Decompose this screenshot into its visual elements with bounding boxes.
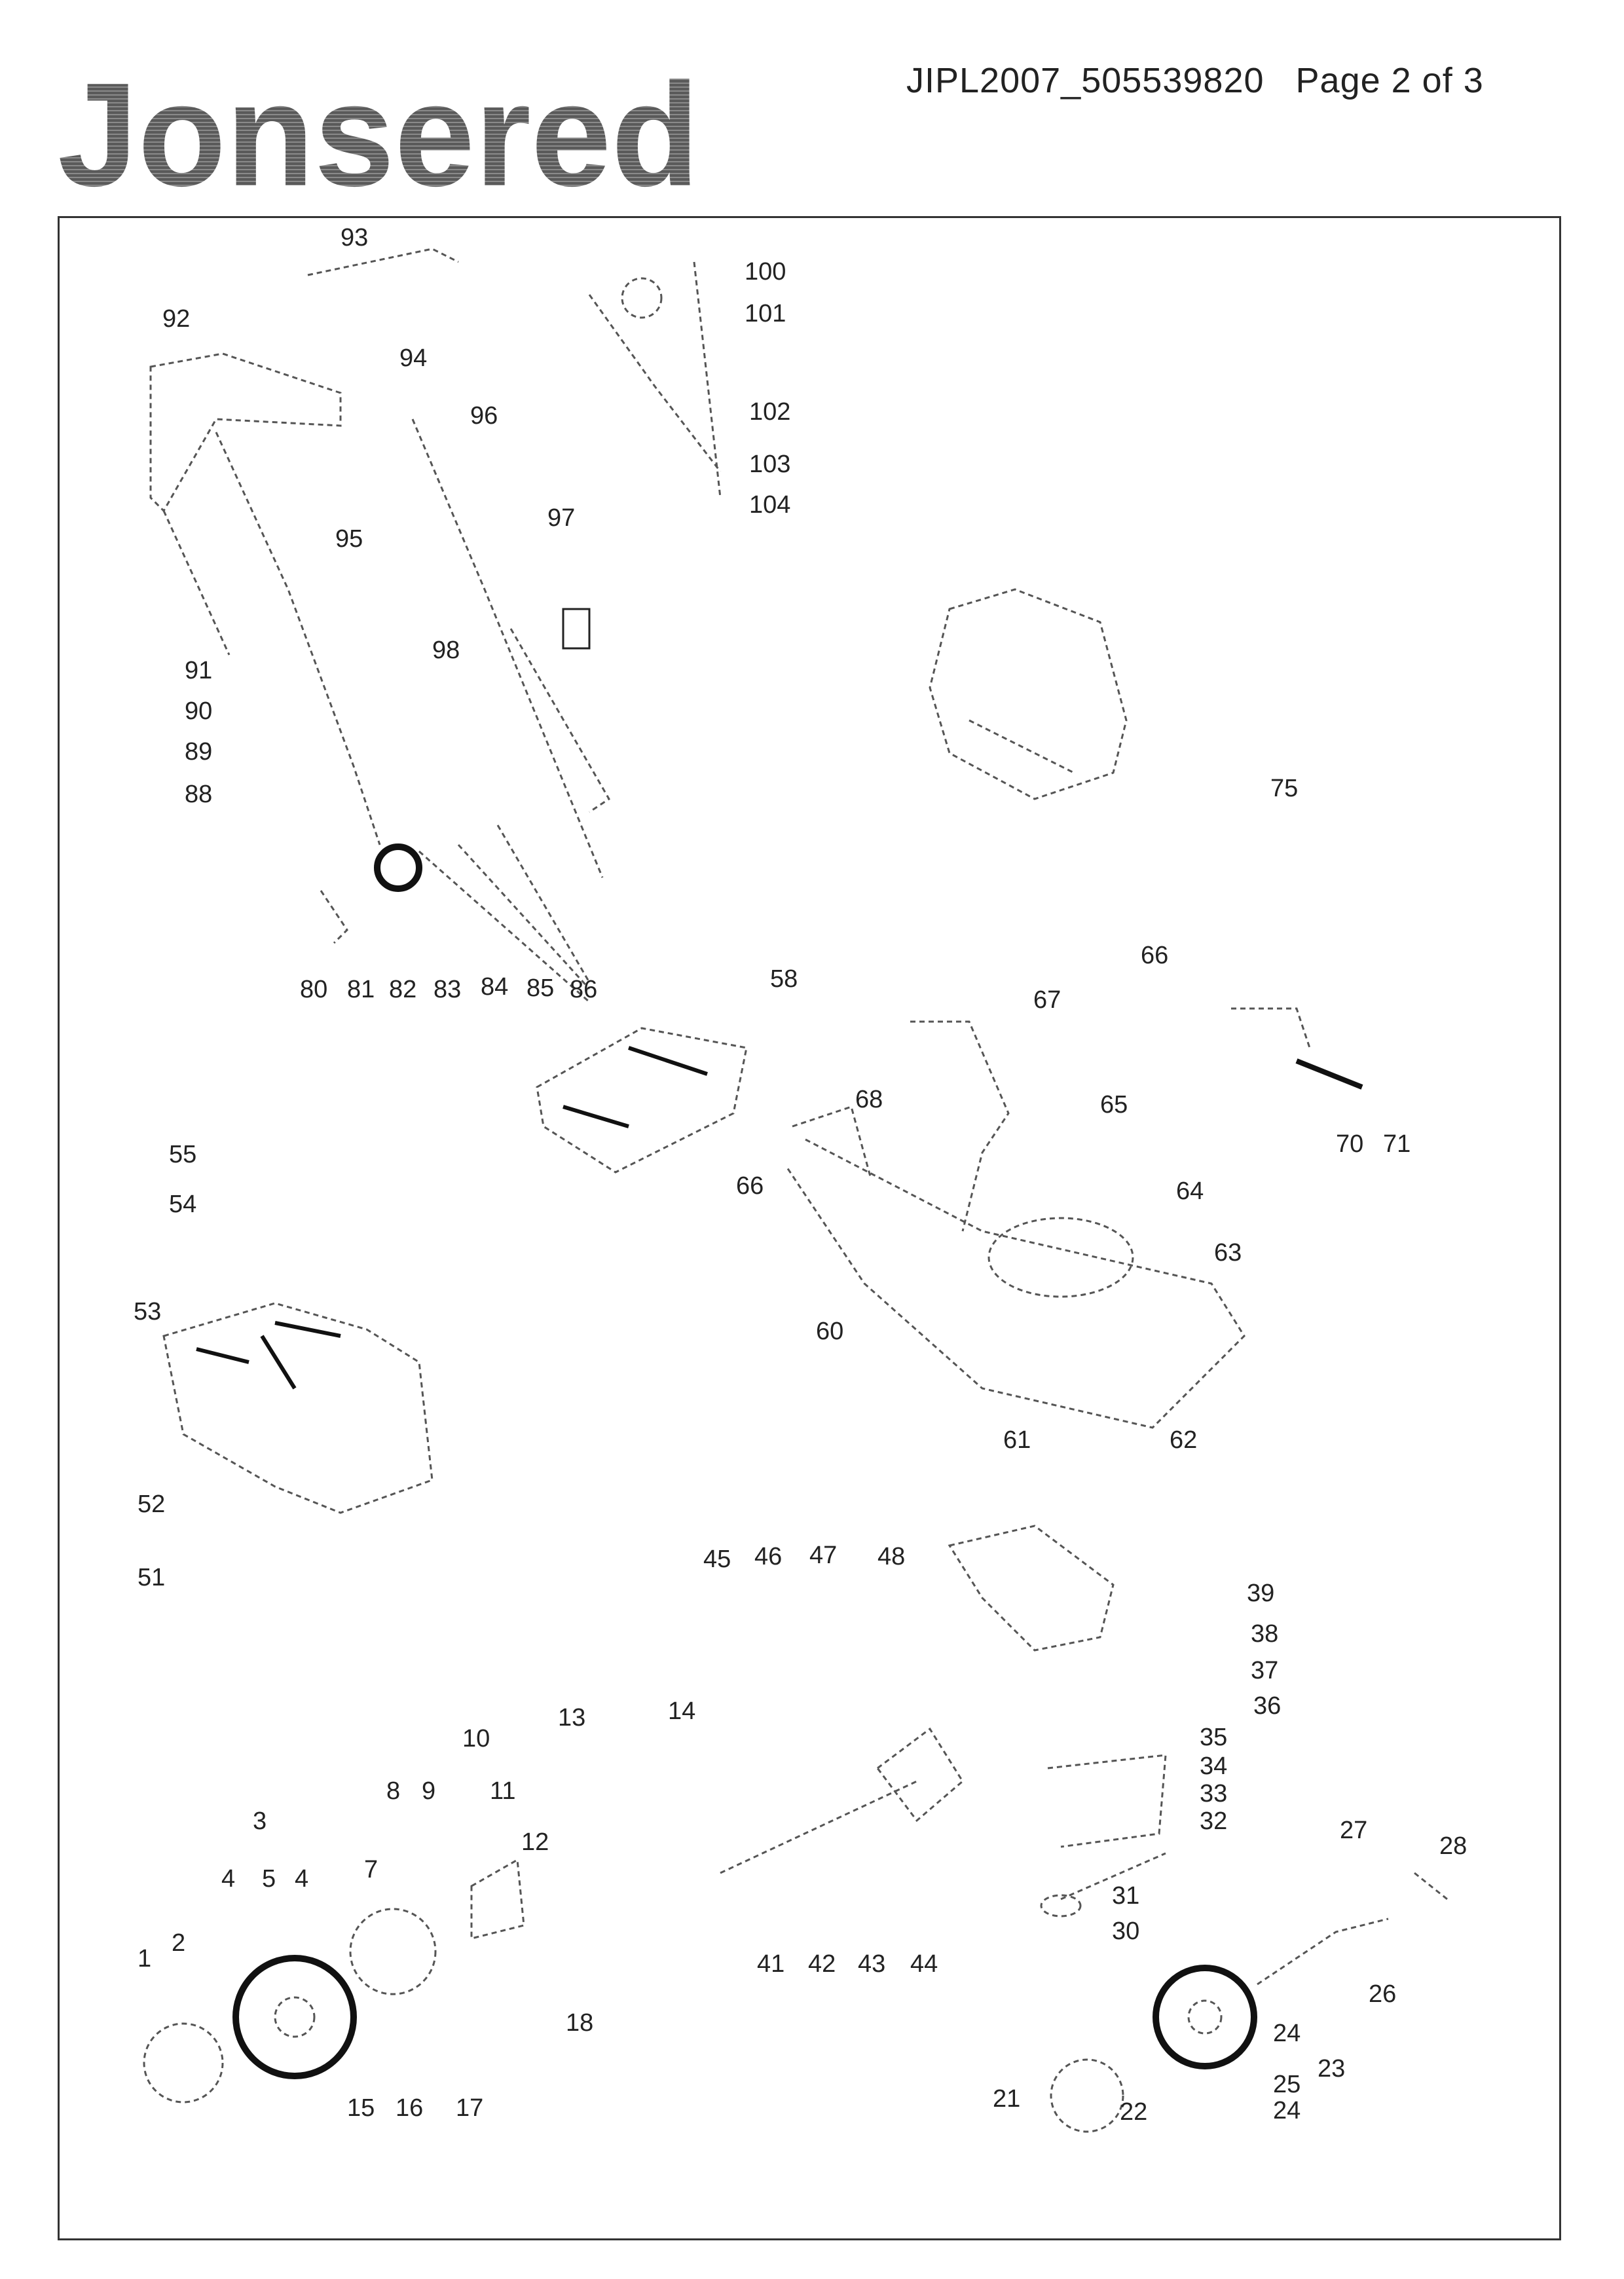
callout-label: 28: [1439, 1832, 1467, 1860]
callout-label: 83: [434, 976, 462, 1003]
callout-label: 93: [341, 224, 369, 251]
callout-label: 1: [138, 1945, 152, 1973]
callout-label: 98: [432, 637, 460, 664]
callout-label: 15: [347, 2094, 375, 2122]
callout-label: 95: [335, 525, 363, 553]
callout-label: 65: [1100, 1091, 1128, 1119]
callout-label: 100: [745, 258, 786, 286]
callout-label: 103: [749, 451, 791, 478]
callout-label: 44: [910, 1950, 938, 1978]
grass-bag: [930, 589, 1126, 799]
callout-label: 33: [1200, 1780, 1228, 1807]
callout-label: 48: [877, 1543, 906, 1570]
callout-label: 26: [1369, 1980, 1397, 2008]
callout-label: 61: [1003, 1426, 1031, 1454]
callout-label: 24: [1273, 2020, 1301, 2047]
drive-assembly: [720, 1526, 1166, 1916]
callout-label: 58: [770, 965, 798, 993]
callout-label: 66: [736, 1172, 764, 1200]
callout-label: 8: [386, 1777, 401, 1805]
callout-label: 70: [1336, 1130, 1364, 1158]
callout-label: 34: [1200, 1752, 1228, 1780]
front-hood: [164, 1303, 432, 1513]
callout-label: 24: [1273, 2097, 1301, 2124]
callout-label: 43: [858, 1950, 886, 1978]
callout-label: 89: [185, 738, 213, 766]
callout-label: 46: [754, 1543, 783, 1570]
callout-label: 30: [1112, 1918, 1140, 1945]
rear-deflector: [537, 1028, 747, 1172]
callout-label: 36: [1253, 1692, 1282, 1720]
callout-label: 90: [185, 697, 213, 725]
callout-label: 39: [1247, 1580, 1275, 1607]
callout-label: 97: [547, 504, 576, 532]
callout-label: 68: [855, 1086, 883, 1113]
left-wheel: [144, 1860, 524, 2102]
callout-label: 66: [1141, 942, 1169, 969]
page-label: Page 2 of 3: [1295, 61, 1484, 100]
callout-label: 35: [1200, 1724, 1228, 1751]
callout-label: 94: [399, 344, 428, 372]
callout-label: 92: [162, 305, 191, 333]
callout-label: 60: [816, 1318, 844, 1345]
callout-label: 75: [1270, 775, 1299, 802]
callout-label: 53: [134, 1298, 162, 1325]
callout-label: 62: [1170, 1426, 1198, 1454]
callout-label: 17: [456, 2094, 484, 2122]
callout-label: 67: [1033, 986, 1061, 1014]
callout-label: 31: [1112, 1882, 1140, 1910]
callout-label: 63: [1214, 1239, 1242, 1267]
callout-label: 2: [172, 1929, 186, 1957]
document-ref: JIPL2007_505539820: [906, 61, 1264, 100]
callout-label: 82: [389, 976, 417, 1003]
callout-label: 52: [138, 1491, 166, 1518]
callout-label: 27: [1340, 1817, 1368, 1844]
callout-label: 101: [745, 300, 786, 327]
callout-label: 96: [470, 402, 498, 430]
callout-label: 71: [1383, 1130, 1411, 1158]
callout-label: 18: [566, 2009, 594, 2037]
callout-label: 4: [295, 1865, 309, 1893]
callout-label: 54: [169, 1191, 197, 1218]
callout-label: 80: [300, 976, 328, 1003]
callout-label: 16: [396, 2094, 424, 2122]
callout-label: 51: [138, 1564, 166, 1591]
callout-label: 7: [364, 1856, 378, 1883]
callout-label: 32: [1200, 1807, 1228, 1835]
callout-label: 102: [749, 398, 791, 426]
callout-label: 47: [809, 1542, 838, 1569]
callout-label: 45: [703, 1546, 731, 1573]
callout-label: 42: [808, 1950, 836, 1978]
callout-label: 91: [185, 657, 213, 684]
handle-assembly: [151, 249, 720, 878]
callout-label: 64: [1176, 1177, 1204, 1205]
callout-label: 21: [993, 2085, 1021, 2113]
callout-label: 38: [1251, 1620, 1279, 1648]
callout-label: 88: [185, 781, 213, 808]
callout-label: 41: [757, 1950, 785, 1978]
callout-label: 9: [422, 1777, 436, 1805]
callout-label: 55: [169, 1141, 197, 1168]
callout-label: 3: [253, 1807, 267, 1835]
callout-label: 37: [1251, 1657, 1279, 1684]
callout-label: 14: [668, 1697, 696, 1725]
callout-label: 84: [481, 973, 509, 1001]
callout-label: 104: [749, 491, 791, 519]
callout-label: 23: [1318, 2055, 1346, 2083]
callout-label: 11: [490, 1777, 516, 1805]
callout-label: 86: [570, 976, 598, 1003]
callout-label: 22: [1120, 2098, 1148, 2126]
callout-label: 12: [521, 1828, 549, 1856]
brand-wordmark: Jonsered: [58, 71, 699, 195]
callout-label: 85: [526, 974, 555, 1002]
callout-label: 81: [347, 976, 375, 1003]
mower-deck: [786, 1009, 1362, 1428]
callout-label: 13: [558, 1704, 586, 1732]
callout-label: 10: [462, 1725, 490, 1752]
callout-label: 5: [262, 1865, 276, 1893]
callout-label: 25: [1273, 2071, 1301, 2098]
callout-label: 4: [221, 1865, 236, 1893]
